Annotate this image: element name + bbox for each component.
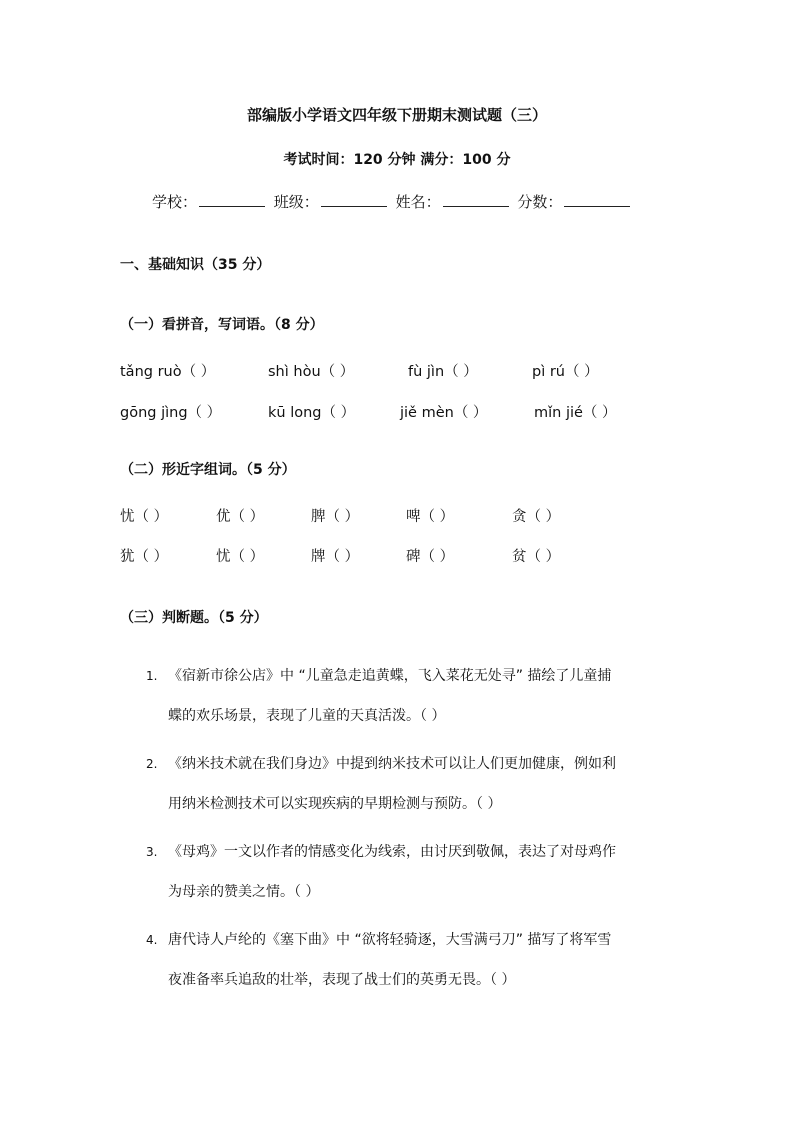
question-text-cont: 用纳米检测技术可以实现疾病的早期检测与预防。（ ） [168,796,502,812]
pinyin-item: mǐn jié（ ） [534,405,617,421]
char-item: 优（ ） [216,509,265,525]
question-text-cont: 蝶的欢乐场景，表现了儿童的天真活泼。（ ） [168,708,446,724]
char-item: 贪（ ） [512,509,561,525]
exam-meta: 考试时间：120 分钟 满分：100 分 [283,152,511,168]
question-text: 《母鸡》一文以作者的情感变化为线索，由讨厌到敬佩，表达了对母鸡作 [168,844,616,860]
pinyin-item: jiě mèn（ ） [400,405,488,421]
question-number: 1. [146,669,158,683]
pinyin-item: pì rú（ ） [532,364,599,380]
part1-heading: （一）看拼音，写词语。（8 分） [120,317,324,333]
question-text: 《宿新市徐公店》中 “儿童急走追黄蝶，飞入菜花无处寻” 描绘了儿童捕 [168,668,612,684]
question-number: 2. [146,757,158,771]
class-blank[interactable] [321,192,387,207]
question-number: 4. [146,933,158,947]
char-item: 碑（ ） [406,549,455,565]
question-number: 3. [146,845,158,859]
pinyin-item: gōng jìng（ ） [120,405,222,421]
exam-title: 部编版小学语文四年级下册期末测试题（三） [246,106,547,124]
char-item: 忧（ ） [120,509,169,525]
school-blank[interactable] [199,192,265,207]
name-label: 姓名： [395,193,441,211]
question-text: 唐代诗人卢纶的《塞下曲》中 “欲将轻骑逐，大雪满弓刀” 描写了将军雪 [168,932,612,948]
school-label: 学校： [152,193,198,211]
question-text: 《纳米技术就在我们身边》中提到纳米技术可以让人们更加健康，例如利 [168,756,616,772]
char-item: 牌（ ） [311,549,360,565]
pinyin-item: shì hòu（ ） [268,364,355,380]
part2-heading: （二）形近字组词。（5 分） [120,462,296,478]
class-label: 班级： [273,193,319,211]
name-blank[interactable] [443,192,509,207]
char-item: 脾（ ） [311,509,360,525]
part3-heading: （三）判断题。（5 分） [120,610,268,626]
student-info-fields [152,191,634,212]
char-item: 忧（ ） [216,549,265,565]
pinyin-item: kū long（ ） [268,405,356,421]
score-label: 分数： [517,193,563,211]
char-item: 贫（ ） [512,549,561,565]
score-blank[interactable] [564,192,630,207]
char-item: 犹（ ） [120,549,169,565]
question-text-cont: 夜准备率兵追敌的壮举，表现了战士们的英勇无畏。（ ） [168,972,516,988]
question-text-cont: 为母亲的赞美之情。（ ） [168,884,320,900]
section-heading: 一、基础知识（35 分） [120,257,271,273]
char-item: 啤（ ） [406,509,455,525]
pinyin-item: fù jìn（ ） [408,364,478,380]
pinyin-item: tǎng ruò（ ） [120,364,216,380]
